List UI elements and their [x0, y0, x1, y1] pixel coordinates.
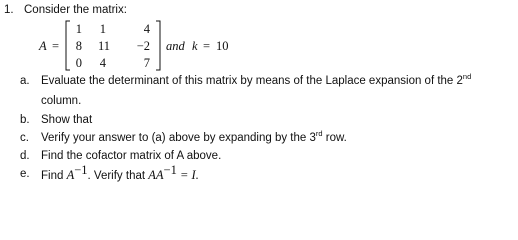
matrix-a: [64, 20, 162, 71]
matrix-equals: =: [52, 39, 60, 53]
part-e-text: [41, 163, 199, 183]
k-equals: =: [203, 39, 211, 53]
part-e-product-base: AA: [148, 168, 164, 182]
part-a-text-main: Evaluate the determinant of this matrix by means of the Laplace expansion of the 2: [41, 75, 463, 87]
part-e-find: Find: [41, 170, 67, 182]
part-c-text: [41, 129, 347, 144]
matrix-cell: 4: [99, 56, 106, 70]
matrix-cell: 11: [97, 39, 110, 53]
matrix-cell: 4: [143, 22, 150, 36]
k-value: 10: [216, 39, 229, 53]
part-b-text: Show that: [41, 114, 93, 126]
part-c-ordinal: rd: [315, 129, 323, 138]
part-b-letter: b.: [20, 114, 30, 126]
matrix-cell: 0: [75, 56, 82, 70]
matrix-cell: 7: [143, 56, 150, 70]
part-a-letter: a.: [20, 75, 30, 87]
part-e-identity: = I.: [176, 168, 199, 182]
matrix-name: A: [39, 39, 47, 53]
part-e-letter: e.: [20, 168, 30, 180]
part-e-inverse-base: A: [66, 168, 75, 182]
matrix-cell: 1: [99, 22, 106, 36]
matrix-cell: 8: [75, 39, 82, 53]
part-a-text-line2: column.: [41, 95, 82, 107]
matrix-cell: −2: [136, 39, 150, 53]
part-e-product-exp: −1: [163, 163, 177, 177]
question-number: 1.: [4, 4, 14, 16]
part-c-letter: c.: [20, 132, 29, 144]
part-d-text: Find the cofactor matrix of A above.: [41, 150, 222, 162]
part-c-text-end: row.: [322, 132, 347, 144]
matrix-cell: 1: [75, 22, 82, 36]
part-e-inverse-exp: −1: [74, 163, 88, 177]
part-c-text-main: Verify your answer to (a) above by expanding by the 3: [41, 132, 316, 144]
part-a-text: [41, 72, 472, 87]
k-variable: k: [192, 39, 198, 53]
question-prompt: Consider the matrix:: [24, 4, 127, 16]
part-d-letter: d.: [20, 150, 30, 162]
part-a-ordinal: nd: [462, 72, 472, 81]
part-e-verify: . Verify that: [87, 170, 149, 182]
matrix-suffix-and: and: [166, 39, 185, 53]
